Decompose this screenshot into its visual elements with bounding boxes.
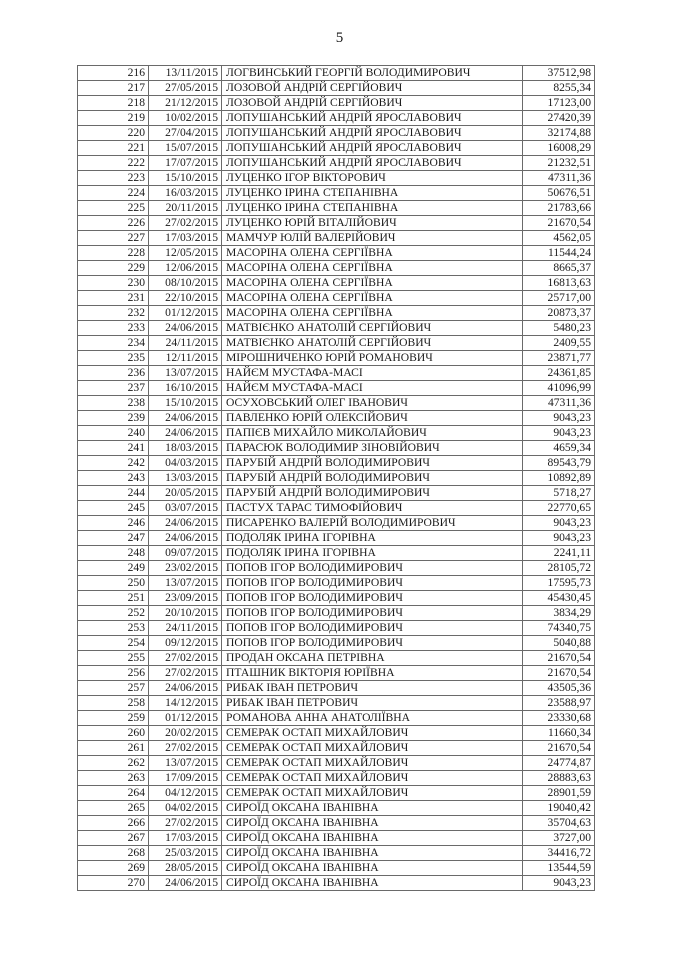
row-number-cell: 261	[78, 741, 149, 756]
table-row	[78, 156, 595, 171]
row-number-cell: 224	[78, 186, 149, 201]
table-row	[78, 696, 595, 711]
amount-cell: 25717,00	[523, 291, 595, 306]
date-cell: 13/07/2015	[149, 576, 222, 591]
date-cell: 16/03/2015	[149, 186, 222, 201]
date-cell: 12/05/2015	[149, 246, 222, 261]
name-cell: ЛУЦЕНКО ЮРІЙ ВІТАЛІЙОВИЧ	[222, 216, 523, 231]
date-cell: 01/12/2015	[149, 306, 222, 321]
table-row	[78, 786, 595, 801]
table-row	[78, 426, 595, 441]
name-cell: ПАРУБІЙ АНДРІЙ ВОЛОДИМИРОВИЧ	[222, 456, 523, 471]
amount-cell: 21670,54	[523, 666, 595, 681]
amount-cell: 50676,51	[523, 186, 595, 201]
name-cell: НАЙЄМ МУСТАФА-МАСІ	[222, 381, 523, 396]
date-cell: 27/02/2015	[149, 666, 222, 681]
amount-cell: 5718,27	[523, 486, 595, 501]
row-number-cell: 240	[78, 426, 149, 441]
table-row	[78, 381, 595, 396]
amount-cell: 17595,73	[523, 576, 595, 591]
row-number-cell: 226	[78, 216, 149, 231]
amount-cell: 13544,59	[523, 861, 595, 876]
date-cell: 17/03/2015	[149, 231, 222, 246]
table-row	[78, 216, 595, 231]
amount-cell: 5040,88	[523, 636, 595, 651]
date-cell: 20/10/2015	[149, 606, 222, 621]
name-cell: ПАРУБІЙ АНДРІЙ ВОЛОДИМИРОВИЧ	[222, 486, 523, 501]
amount-cell: 23330,68	[523, 711, 595, 726]
amount-cell: 21783,66	[523, 201, 595, 216]
date-cell: 23/09/2015	[149, 591, 222, 606]
date-cell: 24/06/2015	[149, 516, 222, 531]
amount-cell: 9043,23	[523, 531, 595, 546]
table-row	[78, 606, 595, 621]
table-row	[78, 591, 595, 606]
amount-cell: 43505,36	[523, 681, 595, 696]
table-row	[78, 261, 595, 276]
date-cell: 24/06/2015	[149, 531, 222, 546]
row-number-cell: 238	[78, 396, 149, 411]
amount-cell: 47311,36	[523, 171, 595, 186]
table-row	[78, 306, 595, 321]
row-number-cell: 231	[78, 291, 149, 306]
amount-cell: 2241,11	[523, 546, 595, 561]
date-cell: 13/03/2015	[149, 471, 222, 486]
row-number-cell: 246	[78, 516, 149, 531]
row-number-cell: 259	[78, 711, 149, 726]
table-row	[78, 231, 595, 246]
row-number-cell: 222	[78, 156, 149, 171]
amount-cell: 28883,63	[523, 771, 595, 786]
table-row	[78, 171, 595, 186]
amount-cell: 21670,54	[523, 741, 595, 756]
name-cell: ЛОЗОВОЙ АНДРІЙ СЕРГІЙОВИЧ	[222, 81, 523, 96]
row-number-cell: 236	[78, 366, 149, 381]
name-cell: МАМЧУР ЮЛІЙ ВАЛЕРІЙОВИЧ	[222, 231, 523, 246]
page-number: 5	[335, 30, 344, 46]
row-number-cell: 237	[78, 381, 149, 396]
amount-cell: 35704,63	[523, 816, 595, 831]
name-cell: ПАСТУХ ТАРАС ТИМОФІЙОВИЧ	[222, 501, 523, 516]
name-cell: МАСОРІНА ОЛЕНА СЕРГІЇВНА	[222, 261, 523, 276]
amount-cell: 4562,05	[523, 231, 595, 246]
date-cell: 21/12/2015	[149, 96, 222, 111]
name-cell: ЛОЗОВОЙ АНДРІЙ СЕРГІЙОВИЧ	[222, 96, 523, 111]
amount-cell: 17123,00	[523, 96, 595, 111]
date-cell: 24/06/2015	[149, 681, 222, 696]
amount-cell: 89543,79	[523, 456, 595, 471]
amount-cell: 20873,37	[523, 306, 595, 321]
amount-cell: 21670,54	[523, 651, 595, 666]
date-cell: 17/09/2015	[149, 771, 222, 786]
amount-cell: 37512,98	[523, 66, 595, 81]
table-row	[78, 561, 595, 576]
date-cell: 09/07/2015	[149, 546, 222, 561]
table-row	[78, 186, 595, 201]
row-number-cell: 264	[78, 786, 149, 801]
row-number-cell: 258	[78, 696, 149, 711]
row-number-cell: 266	[78, 816, 149, 831]
amount-cell: 24774,87	[523, 756, 595, 771]
table-body	[78, 66, 595, 891]
date-cell: 22/10/2015	[149, 291, 222, 306]
amount-cell: 5480,23	[523, 321, 595, 336]
amount-cell: 24361,85	[523, 366, 595, 381]
row-number-cell: 268	[78, 846, 149, 861]
name-cell: ЛУЦЕНКО ІРИНА СТЕПАНІВНА	[222, 186, 523, 201]
date-cell: 23/02/2015	[149, 561, 222, 576]
date-cell: 20/02/2015	[149, 726, 222, 741]
table-row	[78, 321, 595, 336]
name-cell: НАЙЄМ МУСТАФА-МАСІ	[222, 366, 523, 381]
name-cell: ПОПОВ ІГОР ВОЛОДИМИРОВИЧ	[222, 606, 523, 621]
table-row	[78, 771, 595, 786]
name-cell: МАСОРІНА ОЛЕНА СЕРГІЇВНА	[222, 306, 523, 321]
name-cell: СИРОЇД ОКСАНА ІВАНІВНА	[222, 876, 523, 891]
name-cell: ПАПІЄВ МИХАЙЛО МИКОЛАЙОВИЧ	[222, 426, 523, 441]
table-row	[78, 81, 595, 96]
row-number-cell: 262	[78, 756, 149, 771]
table-row	[78, 141, 595, 156]
name-cell: ЛОПУШАНСЬКИЙ АНДРІЙ ЯРОСЛАВОВИЧ	[222, 111, 523, 126]
name-cell: ПОДОЛЯК ІРИНА ІГОРІВНА	[222, 546, 523, 561]
row-number-cell: 251	[78, 591, 149, 606]
date-cell: 20/05/2015	[149, 486, 222, 501]
date-cell: 04/03/2015	[149, 456, 222, 471]
row-number-cell: 235	[78, 351, 149, 366]
amount-cell: 16008,29	[523, 141, 595, 156]
amount-cell: 41096,99	[523, 381, 595, 396]
table-row	[78, 201, 595, 216]
row-number-cell: 252	[78, 606, 149, 621]
table-row	[78, 516, 595, 531]
row-number-cell: 248	[78, 546, 149, 561]
row-number-cell: 244	[78, 486, 149, 501]
payments-table	[77, 65, 595, 891]
table-row	[78, 351, 595, 366]
date-cell: 03/07/2015	[149, 501, 222, 516]
name-cell: ПОПОВ ІГОР ВОЛОДИМИРОВИЧ	[222, 576, 523, 591]
amount-cell: 2409,55	[523, 336, 595, 351]
date-cell: 10/02/2015	[149, 111, 222, 126]
date-cell: 01/12/2015	[149, 711, 222, 726]
amount-cell: 74340,75	[523, 621, 595, 636]
table-row	[78, 741, 595, 756]
row-number-cell: 269	[78, 861, 149, 876]
name-cell: РИБАК ІВАН ПЕТРОВИЧ	[222, 696, 523, 711]
amount-cell: 9043,23	[523, 516, 595, 531]
amount-cell: 28105,72	[523, 561, 595, 576]
row-number-cell: 255	[78, 651, 149, 666]
amount-cell: 3834,29	[523, 606, 595, 621]
name-cell: ПОПОВ ІГОР ВОЛОДИМИРОВИЧ	[222, 621, 523, 636]
amount-cell: 45430,45	[523, 591, 595, 606]
amount-cell: 9043,23	[523, 411, 595, 426]
name-cell: ПИСАРЕНКО ВАЛЕРІЙ ВОЛОДИМИРОВИЧ	[222, 516, 523, 531]
table-row	[78, 486, 595, 501]
date-cell: 04/12/2015	[149, 786, 222, 801]
date-cell: 12/11/2015	[149, 351, 222, 366]
date-cell: 04/02/2015	[149, 801, 222, 816]
table-row	[78, 411, 595, 426]
row-number-cell: 220	[78, 126, 149, 141]
name-cell: СИРОЇД ОКСАНА ІВАНІВНА	[222, 831, 523, 846]
name-cell: ЛОГВИНСЬКИЙ ГЕОРГІЙ ВОЛОДИМИРОВИЧ	[222, 66, 523, 81]
table-row	[78, 726, 595, 741]
row-number-cell: 260	[78, 726, 149, 741]
table-row	[78, 546, 595, 561]
name-cell: МАСОРІНА ОЛЕНА СЕРГІЇВНА	[222, 291, 523, 306]
date-cell: 20/11/2015	[149, 201, 222, 216]
name-cell: МАСОРІНА ОЛЕНА СЕРГІЇВНА	[222, 276, 523, 291]
row-number-cell: 243	[78, 471, 149, 486]
amount-cell: 22770,65	[523, 501, 595, 516]
name-cell: РИБАК ІВАН ПЕТРОВИЧ	[222, 681, 523, 696]
amount-cell: 4659,34	[523, 441, 595, 456]
row-number-cell: 227	[78, 231, 149, 246]
name-cell: СЕМЕРАК ОСТАП МИХАЙЛОВИЧ	[222, 771, 523, 786]
row-number-cell: 267	[78, 831, 149, 846]
name-cell: МІРОШНИЧЕНКО ЮРІЙ РОМАНОВИЧ	[222, 351, 523, 366]
name-cell: ЛУЦЕНКО ІГОР ВІКТОРОВИЧ	[222, 171, 523, 186]
table-row	[78, 276, 595, 291]
row-number-cell: 256	[78, 666, 149, 681]
table-row	[78, 756, 595, 771]
row-number-cell: 218	[78, 96, 149, 111]
row-number-cell: 229	[78, 261, 149, 276]
date-cell: 13/07/2015	[149, 756, 222, 771]
amount-cell: 23588,97	[523, 696, 595, 711]
table-row	[78, 816, 595, 831]
amount-cell: 21670,54	[523, 216, 595, 231]
amount-cell: 8255,34	[523, 81, 595, 96]
amount-cell: 23871,77	[523, 351, 595, 366]
table-row	[78, 336, 595, 351]
date-cell: 15/10/2015	[149, 171, 222, 186]
row-number-cell: 241	[78, 441, 149, 456]
date-cell: 14/12/2015	[149, 696, 222, 711]
row-number-cell: 239	[78, 411, 149, 426]
amount-cell: 9043,23	[523, 426, 595, 441]
table-row	[78, 531, 595, 546]
name-cell: ПРОДАН ОКСАНА ПЕТРІВНА	[222, 651, 523, 666]
table-row	[78, 576, 595, 591]
table-row	[78, 801, 595, 816]
date-cell: 28/05/2015	[149, 861, 222, 876]
table-row	[78, 66, 595, 81]
date-cell: 27/05/2015	[149, 81, 222, 96]
table-row	[78, 111, 595, 126]
row-number-cell: 247	[78, 531, 149, 546]
date-cell: 25/03/2015	[149, 846, 222, 861]
amount-cell: 27420,39	[523, 111, 595, 126]
date-cell: 27/02/2015	[149, 651, 222, 666]
name-cell: ПАРУБІЙ АНДРІЙ ВОЛОДИМИРОВИЧ	[222, 471, 523, 486]
table-row	[78, 861, 595, 876]
amount-cell: 11544,24	[523, 246, 595, 261]
name-cell: ПАВЛЕНКО ЮРІЙ ОЛЕКСІЙОВИЧ	[222, 411, 523, 426]
name-cell: РОМАНОВА АННА АНАТОЛІЇВНА	[222, 711, 523, 726]
date-cell: 27/02/2015	[149, 741, 222, 756]
row-number-cell: 253	[78, 621, 149, 636]
table-row	[78, 96, 595, 111]
table-row	[78, 681, 595, 696]
amount-cell: 34416,72	[523, 846, 595, 861]
name-cell: ПОДОЛЯК ІРИНА ІГОРІВНА	[222, 531, 523, 546]
name-cell: ЛОПУШАНСЬКИЙ АНДРІЙ ЯРОСЛАВОВИЧ	[222, 156, 523, 171]
date-cell: 17/03/2015	[149, 831, 222, 846]
table-row	[78, 126, 595, 141]
table-row	[78, 501, 595, 516]
amount-cell: 47311,36	[523, 396, 595, 411]
date-cell: 27/04/2015	[149, 126, 222, 141]
row-number-cell: 270	[78, 876, 149, 891]
row-number-cell: 216	[78, 66, 149, 81]
table-row	[78, 876, 595, 891]
row-number-cell: 223	[78, 171, 149, 186]
name-cell: СЕМЕРАК ОСТАП МИХАЙЛОВИЧ	[222, 741, 523, 756]
table-row	[78, 621, 595, 636]
date-cell: 13/11/2015	[149, 66, 222, 81]
name-cell: СИРОЇД ОКСАНА ІВАНІВНА	[222, 801, 523, 816]
table-row	[78, 831, 595, 846]
row-number-cell: 232	[78, 306, 149, 321]
date-cell: 24/06/2015	[149, 411, 222, 426]
date-cell: 08/10/2015	[149, 276, 222, 291]
table-row	[78, 636, 595, 651]
amount-cell: 32174,88	[523, 126, 595, 141]
date-cell: 12/06/2015	[149, 261, 222, 276]
name-cell: МАСОРІНА ОЛЕНА СЕРГІЇВНА	[222, 246, 523, 261]
name-cell: ПОПОВ ІГОР ВОЛОДИМИРОВИЧ	[222, 636, 523, 651]
row-number-cell: 219	[78, 111, 149, 126]
name-cell: СИРОЇД ОКСАНА ІВАНІВНА	[222, 816, 523, 831]
name-cell: МАТВІЄНКО АНАТОЛІЙ СЕРГІЙОВИЧ	[222, 321, 523, 336]
row-number-cell: 228	[78, 246, 149, 261]
name-cell: ОСУХОВСЬКИЙ ОЛЕГ ІВАНОВИЧ	[222, 396, 523, 411]
row-number-cell: 234	[78, 336, 149, 351]
table-row	[78, 456, 595, 471]
date-cell: 13/07/2015	[149, 366, 222, 381]
name-cell: СЕМЕРАК ОСТАП МИХАЙЛОВИЧ	[222, 756, 523, 771]
amount-cell: 10892,89	[523, 471, 595, 486]
row-number-cell: 245	[78, 501, 149, 516]
date-cell: 24/11/2015	[149, 336, 222, 351]
date-cell: 24/06/2015	[149, 876, 222, 891]
date-cell: 16/10/2015	[149, 381, 222, 396]
name-cell: ЛУЦЕНКО ІРИНА СТЕПАНІВНА	[222, 201, 523, 216]
date-cell: 24/11/2015	[149, 621, 222, 636]
date-cell: 24/06/2015	[149, 426, 222, 441]
name-cell: СИРОЇД ОКСАНА ІВАНІВНА	[222, 861, 523, 876]
name-cell: СЕМЕРАК ОСТАП МИХАЙЛОВИЧ	[222, 726, 523, 741]
table-row	[78, 846, 595, 861]
name-cell: МАТВІЄНКО АНАТОЛІЙ СЕРГІЙОВИЧ	[222, 336, 523, 351]
row-number-cell: 242	[78, 456, 149, 471]
date-cell: 27/02/2015	[149, 816, 222, 831]
date-cell: 27/02/2015	[149, 216, 222, 231]
row-number-cell: 265	[78, 801, 149, 816]
row-number-cell: 250	[78, 576, 149, 591]
amount-cell: 3727,00	[523, 831, 595, 846]
name-cell: ПТАШНИК ВІКТОРІЯ ЮРІЇВНА	[222, 666, 523, 681]
date-cell: 09/12/2015	[149, 636, 222, 651]
amount-cell: 21232,51	[523, 156, 595, 171]
table-row	[78, 246, 595, 261]
row-number-cell: 263	[78, 771, 149, 786]
name-cell: СИРОЇД ОКСАНА ІВАНІВНА	[222, 846, 523, 861]
table-row	[78, 366, 595, 381]
name-cell: ЛОПУШАНСЬКИЙ АНДРІЙ ЯРОСЛАВОВИЧ	[222, 126, 523, 141]
name-cell: СЕМЕРАК ОСТАП МИХАЙЛОВИЧ	[222, 786, 523, 801]
table-row	[78, 471, 595, 486]
row-number-cell: 230	[78, 276, 149, 291]
amount-cell: 11660,34	[523, 726, 595, 741]
amount-cell: 28901,59	[523, 786, 595, 801]
row-number-cell: 221	[78, 141, 149, 156]
date-cell: 17/07/2015	[149, 156, 222, 171]
amount-cell: 9043,23	[523, 876, 595, 891]
row-number-cell: 233	[78, 321, 149, 336]
table-row	[78, 441, 595, 456]
date-cell: 24/06/2015	[149, 321, 222, 336]
row-number-cell: 254	[78, 636, 149, 651]
row-number-cell: 225	[78, 201, 149, 216]
table-row	[78, 651, 595, 666]
table-row	[78, 396, 595, 411]
date-cell: 15/07/2015	[149, 141, 222, 156]
amount-cell: 19040,42	[523, 801, 595, 816]
table-row	[78, 711, 595, 726]
name-cell: ПОПОВ ІГОР ВОЛОДИМИРОВИЧ	[222, 561, 523, 576]
row-number-cell: 249	[78, 561, 149, 576]
name-cell: ПАРАСЮК ВОЛОДИМИР ЗІНОВІЙОВИЧ	[222, 441, 523, 456]
date-cell: 18/03/2015	[149, 441, 222, 456]
row-number-cell: 217	[78, 81, 149, 96]
table-row	[78, 666, 595, 681]
amount-cell: 16813,63	[523, 276, 595, 291]
name-cell: ЛОПУШАНСЬКИЙ АНДРІЙ ЯРОСЛАВОВИЧ	[222, 141, 523, 156]
date-cell: 15/10/2015	[149, 396, 222, 411]
row-number-cell: 257	[78, 681, 149, 696]
table-row	[78, 291, 595, 306]
amount-cell: 8665,37	[523, 261, 595, 276]
name-cell: ПОПОВ ІГОР ВОЛОДИМИРОВИЧ	[222, 591, 523, 606]
